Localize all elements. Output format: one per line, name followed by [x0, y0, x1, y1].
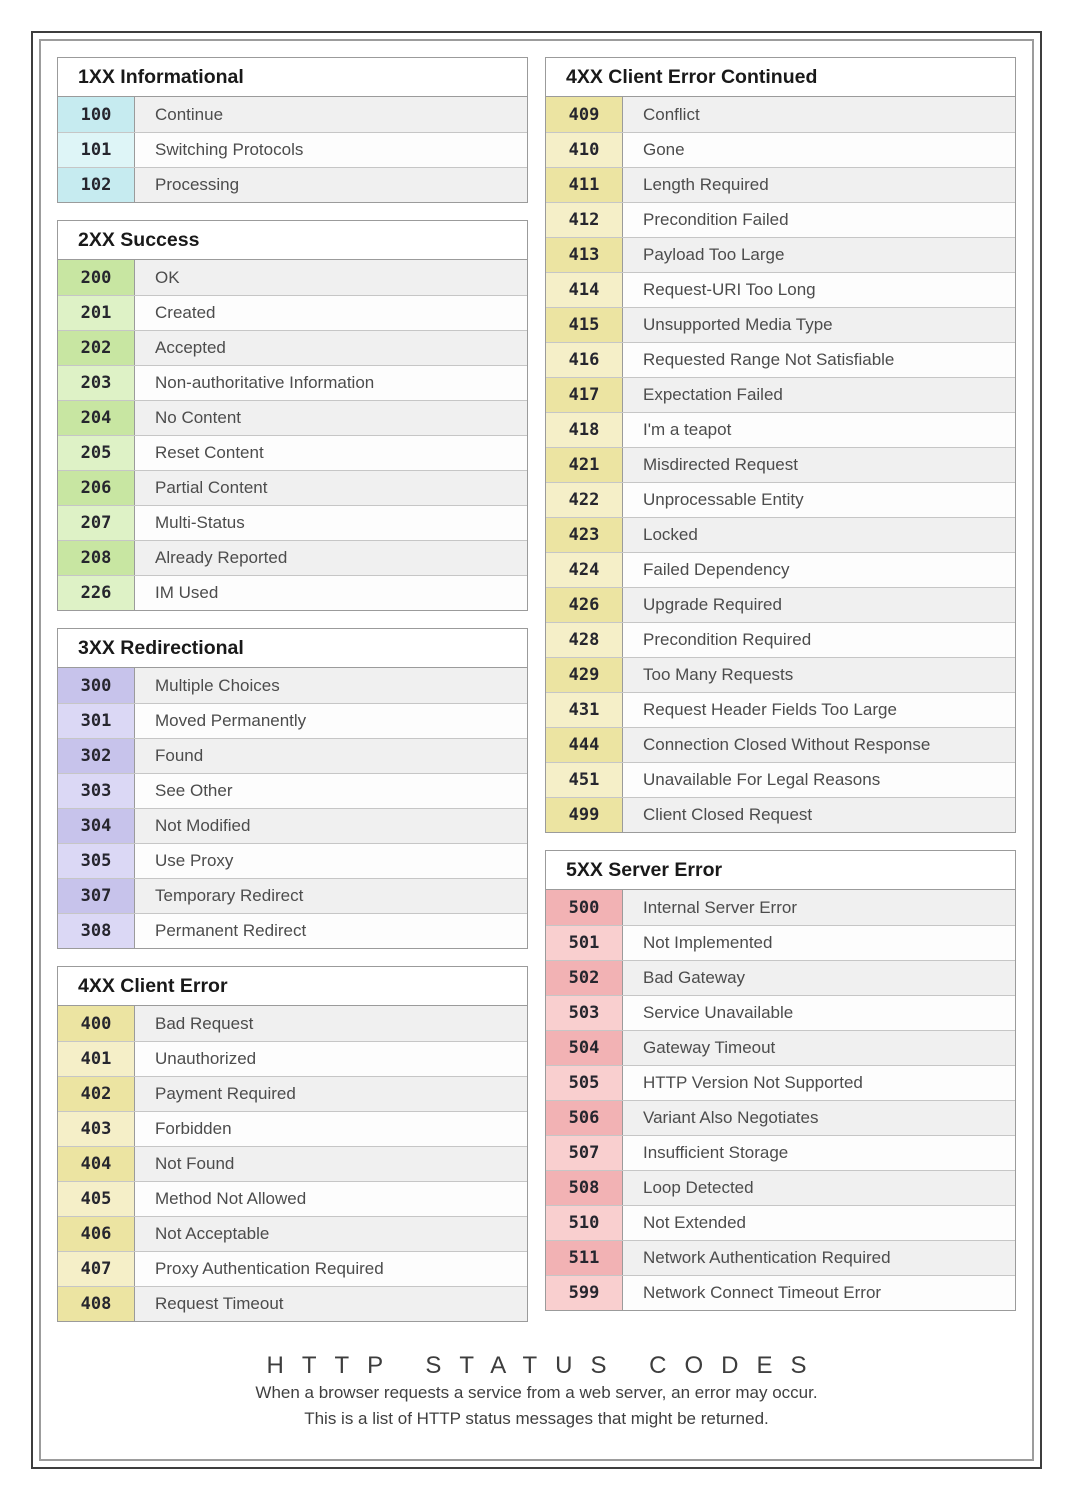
section-title-5xx-server-error: 5XX Server Error [546, 851, 1015, 890]
status-code: 100 [58, 97, 135, 132]
status-label: Request Timeout [135, 1287, 527, 1321]
status-code: 208 [58, 541, 135, 575]
status-row-418 [546, 412, 1015, 447]
status-code: 503 [546, 996, 623, 1030]
status-label: Service Unavailable [623, 996, 1015, 1030]
status-label: Not Implemented [623, 926, 1015, 960]
status-label: Failed Dependency [623, 553, 1015, 587]
status-row-201 [58, 295, 527, 330]
status-label: Moved Permanently [135, 704, 527, 738]
status-code: 307 [58, 879, 135, 913]
left-column [57, 57, 528, 1322]
status-row-204 [58, 400, 527, 435]
section-5xx-server-error [545, 850, 1016, 1311]
status-code: 305 [58, 844, 135, 878]
status-row-504 [546, 1030, 1015, 1065]
status-label: Reset Content [135, 436, 527, 470]
status-label: Multi-Status [135, 506, 527, 540]
status-row-499 [546, 797, 1015, 832]
status-row-507 [546, 1135, 1015, 1170]
status-label: Not Modified [135, 809, 527, 843]
status-code: 501 [546, 926, 623, 960]
status-row-303 [58, 773, 527, 808]
section-3xx-redirectional [57, 628, 528, 949]
status-row-411 [546, 167, 1015, 202]
status-code: 200 [58, 260, 135, 295]
status-code: 423 [546, 518, 623, 552]
status-row-416 [546, 342, 1015, 377]
status-label: Too Many Requests [623, 658, 1015, 692]
status-code: 408 [58, 1287, 135, 1321]
status-label: Method Not Allowed [135, 1182, 527, 1216]
status-label: Gateway Timeout [623, 1031, 1015, 1065]
status-row-301 [58, 703, 527, 738]
status-row-405 [58, 1181, 527, 1216]
status-code: 599 [546, 1276, 623, 1310]
status-code: 300 [58, 668, 135, 703]
status-row-431 [546, 692, 1015, 727]
status-code: 502 [546, 961, 623, 995]
status-row-503 [546, 995, 1015, 1030]
status-code: 410 [546, 133, 623, 167]
status-label: Payload Too Large [623, 238, 1015, 272]
status-row-401 [58, 1041, 527, 1076]
status-label: Switching Protocols [135, 133, 527, 167]
status-label: Client Closed Request [623, 798, 1015, 832]
status-code: 499 [546, 798, 623, 832]
status-label: Not Found [135, 1147, 527, 1181]
status-code: 506 [546, 1101, 623, 1135]
status-code: 203 [58, 366, 135, 400]
status-row-444 [546, 727, 1015, 762]
status-code: 308 [58, 914, 135, 948]
poster-subtitle-line1: When a browser requests a service from a web server, an error may occur. [255, 1383, 818, 1402]
status-label: Bad Gateway [623, 961, 1015, 995]
status-label: Accepted [135, 331, 527, 365]
status-row-508 [546, 1170, 1015, 1205]
section-1xx-informational [57, 57, 528, 203]
inner-frame-border [39, 39, 1034, 1461]
status-code: 416 [546, 343, 623, 377]
status-code: 504 [546, 1031, 623, 1065]
status-row-304 [58, 808, 527, 843]
status-code: 451 [546, 763, 623, 797]
status-row-424 [546, 552, 1015, 587]
status-row-404 [58, 1146, 527, 1181]
section-title-1xx-informational: 1XX Informational [58, 58, 527, 97]
status-row-203 [58, 365, 527, 400]
status-row-101 [58, 132, 527, 167]
status-code: 505 [546, 1066, 623, 1100]
status-code: 412 [546, 203, 623, 237]
status-code: 207 [58, 506, 135, 540]
footer [57, 1352, 1016, 1432]
status-row-426 [546, 587, 1015, 622]
status-row-100 [58, 97, 527, 132]
status-code: 304 [58, 809, 135, 843]
status-label: Internal Server Error [623, 890, 1015, 925]
status-label: Created [135, 296, 527, 330]
status-row-501 [546, 925, 1015, 960]
status-code: 204 [58, 401, 135, 435]
status-label: Unsupported Media Type [623, 308, 1015, 342]
status-label: No Content [135, 401, 527, 435]
status-label: Upgrade Required [623, 588, 1015, 622]
status-row-429 [546, 657, 1015, 692]
status-code: 401 [58, 1042, 135, 1076]
status-row-412 [546, 202, 1015, 237]
status-row-502 [546, 960, 1015, 995]
status-code: 226 [58, 576, 135, 610]
status-label: Unprocessable Entity [623, 483, 1015, 517]
status-label: Forbidden [135, 1112, 527, 1146]
status-label: Variant Also Negotiates [623, 1101, 1015, 1135]
status-label: Gone [623, 133, 1015, 167]
status-row-505 [546, 1065, 1015, 1100]
status-label: Found [135, 739, 527, 773]
status-label: Not Acceptable [135, 1217, 527, 1251]
status-label: Bad Request [135, 1006, 527, 1041]
status-code: 507 [546, 1136, 623, 1170]
status-label: Network Connect Timeout Error [623, 1276, 1015, 1310]
status-row-302 [58, 738, 527, 773]
status-label: Network Authentication Required [623, 1241, 1015, 1275]
status-code: 301 [58, 704, 135, 738]
status-code: 417 [546, 378, 623, 412]
section-title-3xx-redirectional: 3XX Redirectional [58, 629, 527, 668]
status-row-410 [546, 132, 1015, 167]
status-code: 414 [546, 273, 623, 307]
status-code: 421 [546, 448, 623, 482]
status-label: Precondition Required [623, 623, 1015, 657]
status-code: 413 [546, 238, 623, 272]
status-row-200 [58, 260, 527, 295]
status-code: 302 [58, 739, 135, 773]
status-code: 444 [546, 728, 623, 762]
status-label: See Other [135, 774, 527, 808]
status-label: Insufficient Storage [623, 1136, 1015, 1170]
status-code: 400 [58, 1006, 135, 1041]
status-code: 428 [546, 623, 623, 657]
status-code: 510 [546, 1206, 623, 1240]
status-label: Length Required [623, 168, 1015, 202]
status-row-205 [58, 435, 527, 470]
status-code: 101 [58, 133, 135, 167]
status-label: Permanent Redirect [135, 914, 527, 948]
status-row-400 [58, 1006, 527, 1041]
status-row-208 [58, 540, 527, 575]
status-label: Use Proxy [135, 844, 527, 878]
status-row-207 [58, 505, 527, 540]
right-column [545, 57, 1016, 1322]
status-row-599 [546, 1275, 1015, 1310]
status-row-409 [546, 97, 1015, 132]
status-label: Unavailable For Legal Reasons [623, 763, 1015, 797]
outer-frame-border [31, 31, 1042, 1469]
status-code: 508 [546, 1171, 623, 1205]
status-row-506 [546, 1100, 1015, 1135]
section-title-4xx-client-error-continued: 4XX Client Error Continued [546, 58, 1015, 97]
status-code: 511 [546, 1241, 623, 1275]
status-code: 403 [58, 1112, 135, 1146]
status-row-308 [58, 913, 527, 948]
status-code: 415 [546, 308, 623, 342]
status-row-423 [546, 517, 1015, 552]
status-code: 404 [58, 1147, 135, 1181]
status-code: 201 [58, 296, 135, 330]
status-row-417 [546, 377, 1015, 412]
status-row-413 [546, 237, 1015, 272]
status-label: Non-authoritative Information [135, 366, 527, 400]
status-code: 422 [546, 483, 623, 517]
status-row-307 [58, 878, 527, 913]
status-label: Processing [135, 168, 527, 202]
status-label: HTTP Version Not Supported [623, 1066, 1015, 1100]
status-row-422 [546, 482, 1015, 517]
status-row-226 [58, 575, 527, 610]
status-code-columns [57, 57, 1016, 1322]
status-label: Payment Required [135, 1077, 527, 1111]
status-code: 102 [58, 168, 135, 202]
status-label: Loop Detected [623, 1171, 1015, 1205]
status-code: 418 [546, 413, 623, 447]
status-label: Expectation Failed [623, 378, 1015, 412]
status-row-451 [546, 762, 1015, 797]
poster-title: HTTP STATUS CODES [266, 1352, 825, 1379]
status-code: 406 [58, 1217, 135, 1251]
status-code: 429 [546, 658, 623, 692]
section-2xx-success [57, 220, 528, 611]
status-label: IM Used [135, 576, 527, 610]
status-label: Partial Content [135, 471, 527, 505]
status-label: Unauthorized [135, 1042, 527, 1076]
status-code: 411 [546, 168, 623, 202]
status-code: 407 [58, 1252, 135, 1286]
status-label: Continue [135, 97, 527, 132]
status-label: Conflict [623, 97, 1015, 132]
status-code: 405 [58, 1182, 135, 1216]
status-code: 202 [58, 331, 135, 365]
status-label: Already Reported [135, 541, 527, 575]
status-row-414 [546, 272, 1015, 307]
status-code: 500 [546, 890, 623, 925]
status-row-300 [58, 668, 527, 703]
poster-subtitle-line2: This is a list of HTTP status messages that might be returned. [304, 1409, 769, 1428]
status-label: Multiple Choices [135, 668, 527, 703]
status-code: 205 [58, 436, 135, 470]
status-label: Temporary Redirect [135, 879, 527, 913]
status-row-305 [58, 843, 527, 878]
section-title-4xx-client-error: 4XX Client Error [58, 967, 527, 1006]
status-label: Misdirected Request [623, 448, 1015, 482]
status-code: 402 [58, 1077, 135, 1111]
status-label: Not Extended [623, 1206, 1015, 1240]
status-row-102 [58, 167, 527, 202]
status-row-406 [58, 1216, 527, 1251]
status-label: Requested Range Not Satisfiable [623, 343, 1015, 377]
status-row-428 [546, 622, 1015, 657]
section-title-2xx-success: 2XX Success [58, 221, 527, 260]
status-label: I'm a teapot [623, 413, 1015, 447]
section-4xx-client-error-continued [545, 57, 1016, 833]
status-row-408 [58, 1286, 527, 1321]
status-row-403 [58, 1111, 527, 1146]
status-row-510 [546, 1205, 1015, 1240]
status-label: Request Header Fields Too Large [623, 693, 1015, 727]
status-code: 424 [546, 553, 623, 587]
status-code: 431 [546, 693, 623, 727]
status-row-421 [546, 447, 1015, 482]
status-label: Precondition Failed [623, 203, 1015, 237]
status-label: OK [135, 260, 527, 295]
status-label: Locked [623, 518, 1015, 552]
status-row-415 [546, 307, 1015, 342]
status-code: 426 [546, 588, 623, 622]
status-code: 409 [546, 97, 623, 132]
status-row-407 [58, 1251, 527, 1286]
status-row-402 [58, 1076, 527, 1111]
status-row-206 [58, 470, 527, 505]
status-row-511 [546, 1240, 1015, 1275]
status-label: Proxy Authentication Required [135, 1252, 527, 1286]
status-code: 303 [58, 774, 135, 808]
section-4xx-client-error [57, 966, 528, 1322]
status-row-202 [58, 330, 527, 365]
status-label: Request-URI Too Long [623, 273, 1015, 307]
status-code: 206 [58, 471, 135, 505]
status-label: Connection Closed Without Response [623, 728, 1015, 762]
status-row-500 [546, 890, 1015, 925]
